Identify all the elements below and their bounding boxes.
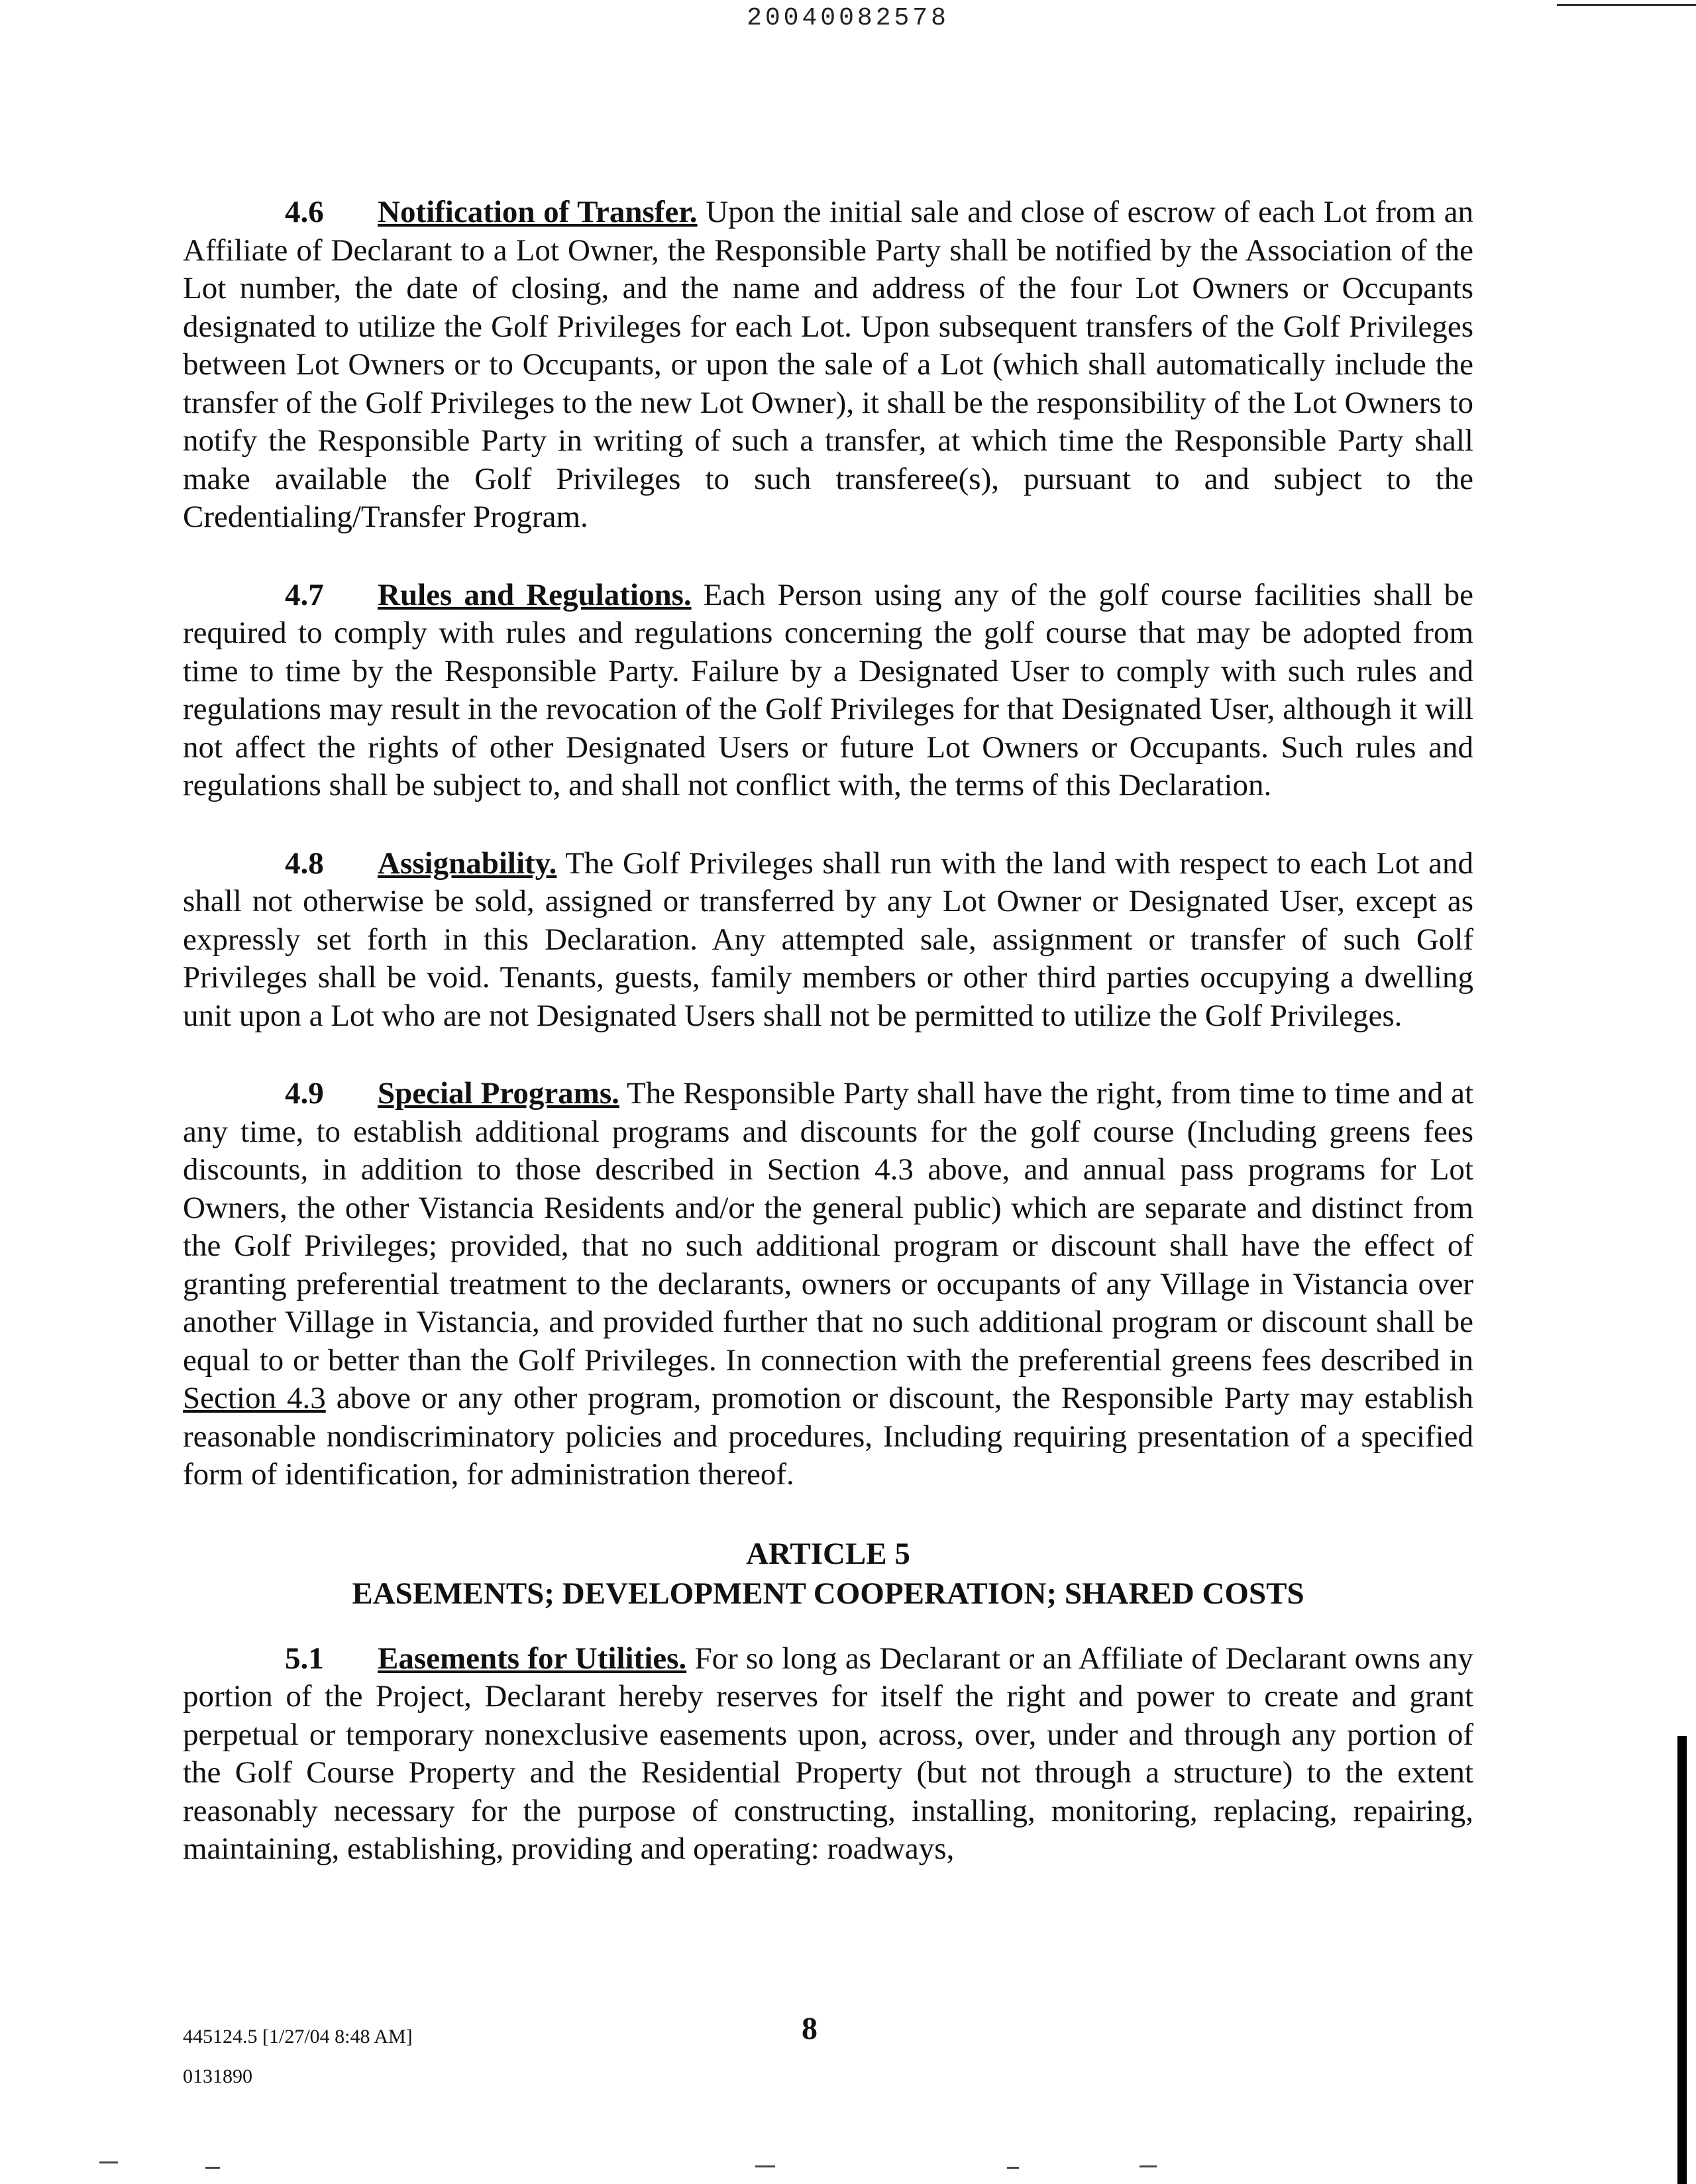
footer: [183, 2017, 413, 2097]
section-text: Upon the initial sale and close of escrow of each Lot from an Affiliate of Declarant to a Lot Owner, the Responsible Party shall be notified by the Association of the Lot number, the date of closing, and the name and address of the four Lot Owners or Occupants designated to utilize the Golf Privileges for each Lot. Upon subsequent transfers of the Golf Privileges between Lot Owners or to Occupants, or upon the sale of a Lot (which shall automatically include the transfer of the Golf Privileges to the new Lot Owner), it shall be the responsibility of the Lot Owners to notify the Responsible Party in writing of such a transfer, at which time the Responsible Party shall make available the Golf Privileges to such transferee(s), pursuant to and subject to the Credentialing/Transfer Program.: [183, 195, 1474, 534]
section-reference: Section 4.3: [183, 1381, 326, 1415]
section-4-8: [183, 845, 1473, 1036]
section-heading: Special Programs.: [378, 1076, 619, 1111]
section-heading: Assignability.: [378, 846, 557, 881]
scan-edge-bar: [1677, 1736, 1687, 2184]
section-number: 5.1: [285, 1641, 324, 1676]
footer-doc-ref: 445124.5 [1/27/04 8:48 AM]: [183, 2026, 413, 2048]
section-heading: Rules and Regulations.: [378, 577, 692, 612]
scan-speck: [205, 2167, 220, 2169]
section-heading: Notification of Transfer.: [378, 195, 698, 229]
scan-speck: [1140, 2165, 1157, 2167]
scan-speck: [755, 2165, 775, 2167]
article-title: ARTICLE 5: [746, 1536, 910, 1571]
article-heading: [183, 1534, 1473, 1613]
section-4-9: [183, 1075, 1473, 1494]
section-4-7: [183, 576, 1473, 805]
section-number: 4.9: [285, 1076, 324, 1111]
scan-speck: [99, 2161, 118, 2163]
section-4-6: [183, 193, 1473, 537]
section-heading: Easements for Utilities.: [378, 1641, 687, 1676]
scan-speck: [1007, 2167, 1019, 2169]
article-subtitle: EASEMENTS; DEVELOPMENT COOPERATION; SHARED COSTS: [352, 1576, 1304, 1611]
page-number: 8: [802, 2011, 818, 2046]
page-body: [183, 193, 1473, 1908]
section-text-continued: above or any other program, promotion or discount, the Responsible Party may establish reasonable nondiscriminatory policies and procedures, Including requiring presentation of a specified form of identification, for administration thereof.: [183, 1381, 1474, 1492]
section-5-1: [183, 1640, 1473, 1869]
section-text: The Golf Privileges shall run with the land with respect to each Lot and shall not otherwise be sold, assigned or transferred by any Lot Owner or Designated User, except as expressly set forth in this Declaration. Any attempted sale, assignment or transfer of such Golf Privileges shall be void. Tenants, guests, family members or other third parties occupying a dwelling unit upon a Lot who are not Designated Users shall not be permitted to utilize the Golf Privileges.: [183, 846, 1473, 1033]
document-number: 20040082578: [747, 4, 949, 32]
section-text: The Responsible Party shall have the right, from time to time and at any time, to establish additional programs and discounts for the golf course (Including greens fees discounts, in addition to those described in Section 4.3 above, and annual pass programs for Lot Owners, the other Vistancia Residents and/or the general public) which are separate and distinct from the Golf Privileges; provided, that no such additional program or discount shall have the effect of granting preferential treatment to the declarants, owners or occupants of any Village in Vistancia over another Village in Vistancia, and provided further that no such additional program or discount shall be equal to or better than the Golf Privileges. In connection with the preferential greens fees described in: [183, 1076, 1474, 1378]
footer-client-number: 0131890: [183, 2065, 252, 2087]
section-text: Each Person using any of the golf course facilities shall be required to comply with rules and regulations concerning the golf course that may be adopted from time to time by the Responsible Party. Failure by a Designated User to comply with such rules and regulations may result in the revocation of the Golf Privileges for that Designated User, although it will not affect the rights of other Designated Users or future Lot Owners or Occupants. Such rules and regulations shall be subject to, and shall not conflict with, the terms of this Declaration.: [183, 577, 1473, 802]
top-edge-rule: [1557, 4, 1696, 6]
section-text: For so long as Declarant or an Affiliate of Declarant owns any portion of the Project, Declarant hereby reserves for itself the right and power to create and grant perpetual or temporary nonexclusive easements upon, across, over, under and through any portion of the Golf Course Property and the Residential Property (but not through a structure) to the extent reasonably necessary for the purpose of constructing, installing, monitoring, replacing, repairing, maintaining, establishing, providing and operating: roadways,: [183, 1641, 1474, 1866]
section-number: 4.8: [285, 846, 324, 881]
section-number: 4.7: [285, 577, 324, 612]
section-number: 4.6: [285, 195, 324, 229]
